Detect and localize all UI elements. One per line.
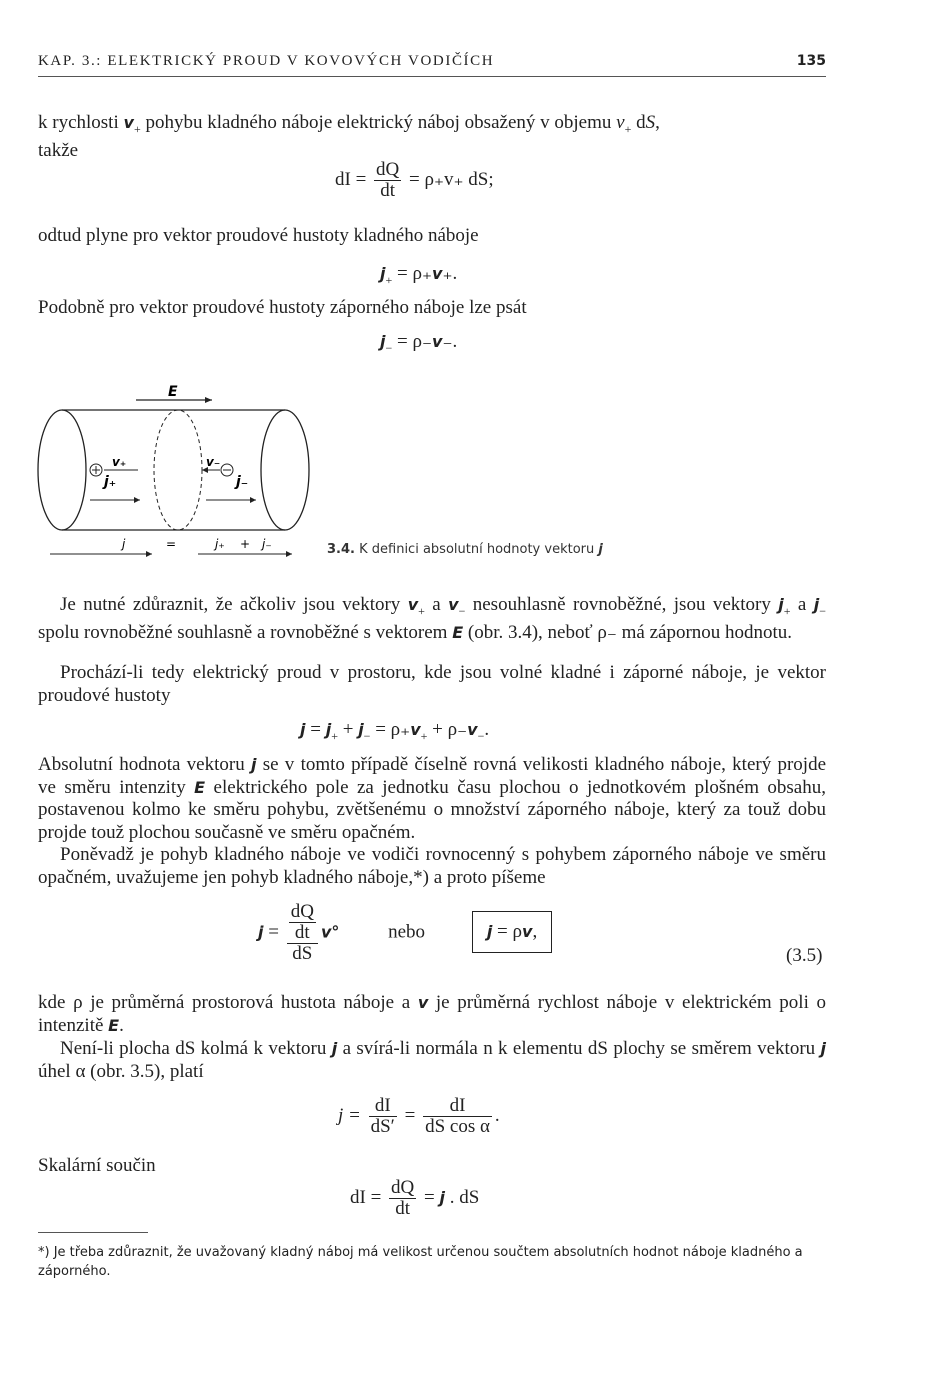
svg-text:=: = <box>166 537 177 551</box>
equation-2: $j_+ = \rho_+v_+$. <box>380 263 458 287</box>
svg-text:v₊: v₊ <box>112 455 127 469</box>
equation-6: j = $\frac{dI}{dS'}$ = $\frac{dI}{\text{dS cos α}}$ . <box>338 1095 500 1137</box>
svg-text:j: j <box>122 537 126 551</box>
header-title: KAP. 3.: ELEKTRICKÝ PROUD V KOVOVÝCH VODIČÍCH <box>38 53 495 69</box>
footnote: *) Je třeba zdůraznit, že uvažovaný kladný náboj má velikost určenou součtem absolutních hodnot náboje kladného a záporného. <box>38 1245 803 1279</box>
svg-text:j₊: j₊ <box>215 537 225 551</box>
paragraph-1: k rychlosti $v_+$ pohybu kladného náboje elektrický náboj obsažený v objemu $v_+$ dS, takže <box>38 112 660 162</box>
cross-section <box>154 410 202 530</box>
equation-1: dI = $\frac{dQ}{dt}$ = ρ₊v₊ dS; <box>335 159 494 201</box>
field-label-E: E <box>168 384 178 400</box>
paragraph-9: Není-li plocha dS kolmá k vektoru j a svírá-li normála n k elementu dS plochy se směrem vektoru j úhel α (obr. 3.5), platí <box>38 1038 827 1082</box>
paragraph-8: kde ρ je průměrná prostorová hustota náboje a v je průměrná rychlost náboje v elektrickém poli o intenzitě E. <box>38 992 826 1036</box>
svg-text:v₋: v₋ <box>206 455 221 469</box>
equation-7: dI = $\frac{dQ}{dt}$ = j . dS <box>350 1177 480 1219</box>
svg-text:j₊: j₊ <box>104 474 117 490</box>
figure-caption: 3.4. K definici absolutní hodnoty vektoru j <box>327 542 603 557</box>
figure-3-4 <box>30 378 330 563</box>
running-header <box>38 53 826 70</box>
header-rule <box>38 76 826 77</box>
svg-text:j₋: j₋ <box>262 537 272 551</box>
paragraph-3: Podobně pro vektor proudové hustoty záporného náboje lze psát <box>38 297 527 318</box>
paragraph-4: Je nutné zdůraznit, že ačkoliv jsou vektory $v_+$ a $v_-$ nesouhlasně rovnoběžné, jsou vektory $j_+$ a $j_-$ spolu rovnoběžné souhlasně a rovnoběžné s vektorem E (obr. 3.4), neboť ρ₋ má zápornou hodnotu. <box>38 594 827 644</box>
footnote-rule <box>38 1232 148 1233</box>
equation-4: $j = j_+ + j_- = \rho_+v_+ + \rho_-v_-$. <box>300 719 490 743</box>
equation-number: (3.5) <box>786 945 823 966</box>
equation-5: j = dQ dt dS v° nebo j = ρv, <box>258 902 552 964</box>
cylinder-left-end <box>38 410 86 530</box>
svg-text:+: + <box>240 537 251 551</box>
page-number: 135 <box>796 53 826 69</box>
paragraph-5: Prochází-li tedy elektrický proud v prostoru, kde jsou volné kladné i záporné náboje, je vektor proudové hustoty <box>38 662 826 706</box>
paragraph-2: odtud plyne pro vektor proudové hustoty kladného náboje <box>38 225 479 246</box>
svg-text:j₋: j₋ <box>236 474 249 490</box>
paragraph-7: Poněvadž je pohyb kladného náboje ve vodiči rovnocenný s pohybem záporného náboje ve směru opačném, uvažujeme jen pohyb kladného náboje,*) a proto píšeme <box>38 844 826 888</box>
equation-3: $j_- = \rho_-v_-$. <box>380 331 458 355</box>
cylinder-right-end <box>261 410 309 530</box>
paragraph-6: Absolutní hodnota vektoru j se v tomto případě číselně rovná velikosti kladného náboje, který projde ve směru intenzity E elektrického pole za jednotku času plochou o jednotkovém plošném obsahu, postavenou kolmo ke směru pohybu, zvětšenému o množství záporného náboje, který za touž dobu projde touž plochou současně ve směru opačném. <box>38 754 826 843</box>
paragraph-10: Skalární součin <box>38 1155 156 1176</box>
